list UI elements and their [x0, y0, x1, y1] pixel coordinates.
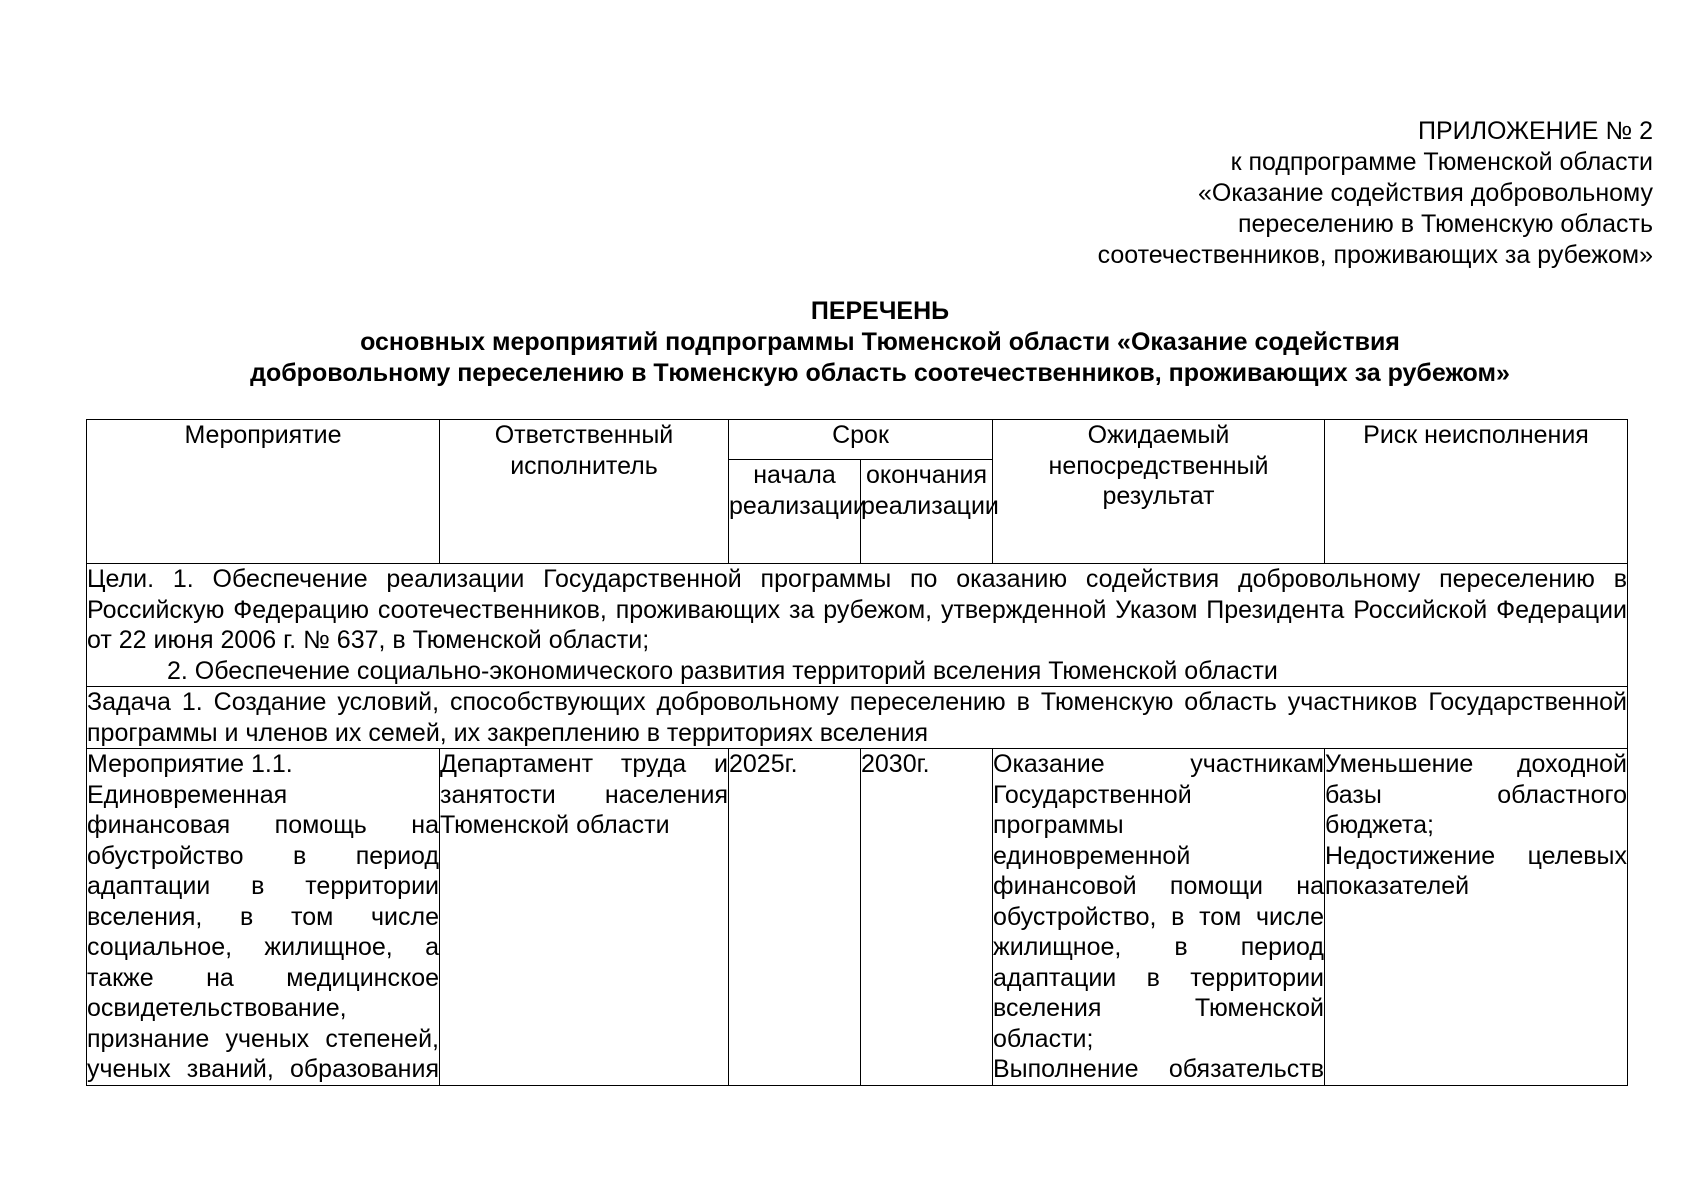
header-risk: Риск неисполнения — [1325, 420, 1628, 564]
goals-row — [87, 564, 1628, 687]
risk-line: базы областного — [1325, 780, 1627, 809]
executor-line: Департамент труда и — [440, 750, 728, 778]
executor-line: Тюменской области — [440, 811, 670, 839]
task-text: Задача 1. Создание условий, способствующих добровольному переселению в Тюменскую область участников Государственной программы и членов их семей, их закреплению в территориях вселения — [87, 688, 1627, 747]
header-executor: Ответственный исполнитель — [440, 420, 729, 564]
task-row — [87, 687, 1628, 749]
result-line: программы — [993, 811, 1124, 839]
risk-line: бюджета; — [1325, 811, 1434, 839]
header-result: Ожидаемый непосредственный результат — [993, 420, 1325, 564]
result-line: обустройство, в том числе — [993, 902, 1324, 931]
result-line: Государственной — [993, 780, 1192, 809]
header-end: окончания реализации — [861, 460, 993, 564]
event-line: финансовая помощь на — [87, 811, 439, 839]
appendix-line: «Оказание содействия добровольному — [1198, 179, 1653, 207]
result-line: Выполнение обязательств — [993, 1055, 1324, 1083]
title-line: добровольному переселению в Тюменскую область соотечественников, проживающих за рубежом» — [250, 359, 1510, 387]
header-start: начала реализации — [729, 460, 861, 564]
event-line: Мероприятие 1.1. — [87, 750, 293, 778]
goals-text-2: 2. Обеспечение социально-экономического развития территорий вселения Тюменской области — [167, 656, 1278, 685]
result-line: жилищное, в период — [993, 933, 1324, 961]
appendix-line: соотечественников, проживающих за рубежом» — [1097, 241, 1653, 269]
result-line: единовременной — [993, 841, 1191, 870]
appendix-line: к подпрограмме Тюменской области — [1230, 148, 1653, 176]
result-cell — [993, 749, 1325, 1086]
appendix-header — [953, 116, 1653, 271]
event-line: социальное, жилищное, а — [87, 933, 439, 961]
result-line: Оказание участникам — [993, 750, 1324, 778]
event-line: вселения, в том числе — [87, 902, 439, 931]
executor-cell — [440, 749, 729, 1086]
goals-text-1: Цели. 1. Обеспечение реализации Государственной программы по оказанию содействия добровольному переселению в Российскую Федерацию соотечественников, проживающих за рубежом, утвержденной Указом Президента Российской Федерации от 22 июня 2006 г. № 637, в Тюменской области; — [87, 565, 1627, 654]
executor-line: занятости населения — [440, 780, 728, 809]
result-line: адаптации в территории — [993, 963, 1324, 992]
end-cell: 2030г. — [861, 749, 993, 1086]
event-line: Единовременная — [87, 780, 288, 809]
appendix-line: переселению в Тюменскую область — [1237, 210, 1653, 238]
risk-line: Уменьшение доходной — [1325, 750, 1627, 778]
event-line: обустройство в период — [87, 841, 439, 870]
risk-line: Недостижение целевых — [1325, 841, 1627, 870]
header-term: Срок — [729, 420, 993, 460]
event-line: адаптации в территории — [87, 872, 439, 900]
document-title — [0, 296, 1697, 389]
event-line: ученых званий, образования — [87, 1055, 439, 1083]
result-line: финансовой помощи на — [993, 872, 1324, 900]
risk-cell — [1325, 749, 1628, 1086]
risk-line: показателей — [1325, 872, 1470, 900]
events-table — [86, 419, 1628, 1086]
event-line: также на медицинское — [87, 963, 439, 992]
header-event: Мероприятие — [87, 420, 440, 564]
start-cell: 2025г. — [729, 749, 861, 1086]
title-line: основных мероприятий подпрограммы Тюменской области «Оказание содействия — [360, 328, 1400, 356]
event-line: освидетельствование, — [87, 994, 347, 1022]
result-line: вселения Тюменской — [993, 994, 1324, 1022]
appendix-line: ПРИЛОЖЕНИЕ № 2 — [1418, 117, 1653, 145]
result-line: области; — [993, 1024, 1094, 1053]
title-line: ПЕРЕЧЕНЬ — [810, 297, 950, 325]
event-line: признание ученых степеней, — [87, 1024, 439, 1053]
event-cell — [87, 749, 440, 1086]
